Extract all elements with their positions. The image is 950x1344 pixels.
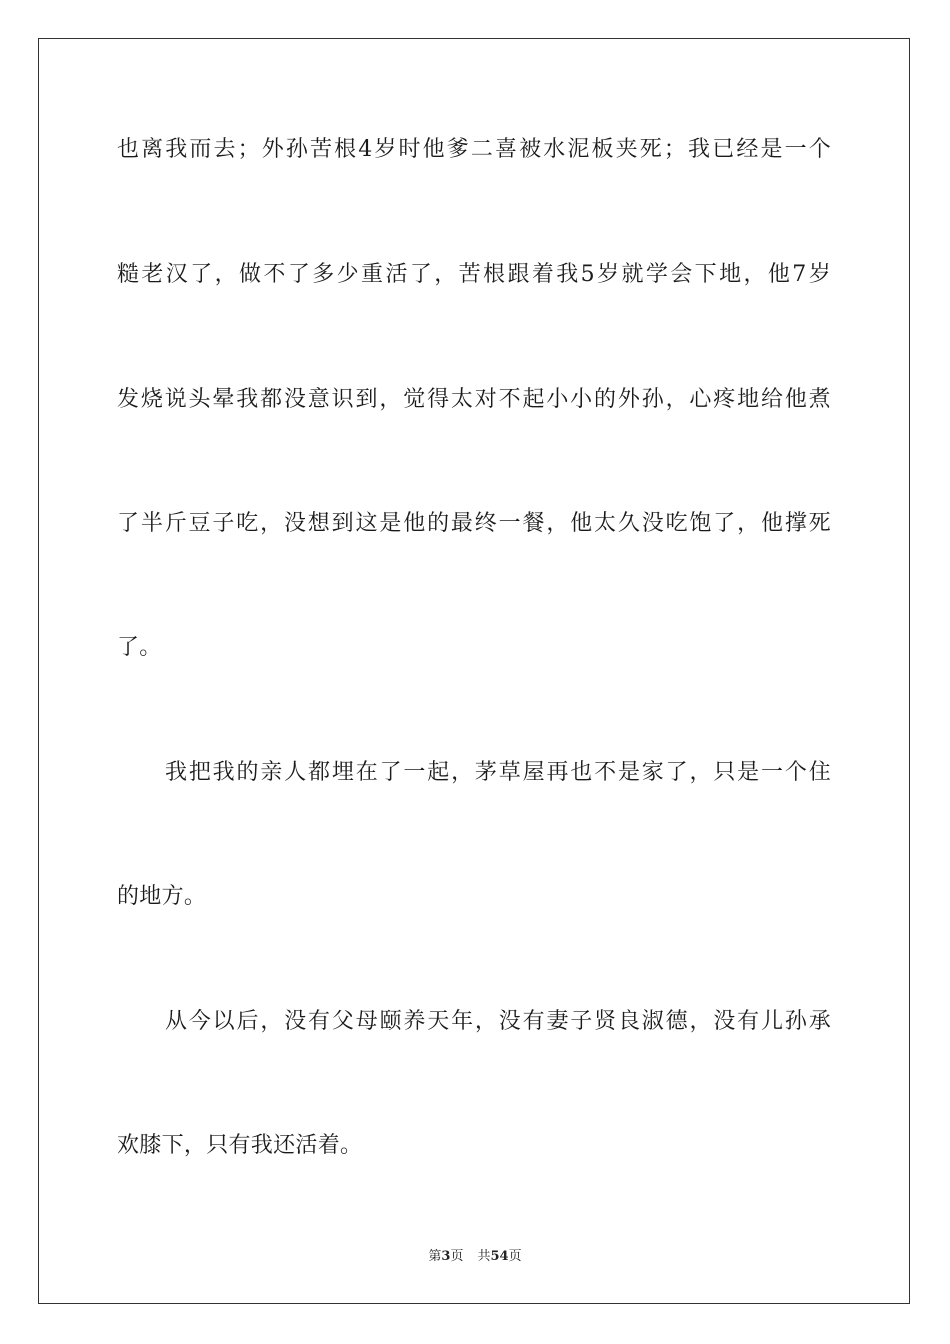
paragraph-start-line: 从今以后，没有父母颐养天年，没有妻子贤良淑德，没有儿孙承 — [165, 1009, 831, 1034]
text-line: 的地方。 — [117, 884, 207, 909]
text-line: 糙老汉了，做不了多少重活了，苦根跟着我5岁就学会下地，他7岁 — [117, 262, 831, 287]
text-line: 也离我而去；外孙苦根4岁时他爹二喜被水泥板夹死；我已经是一个 — [117, 137, 831, 162]
page-footer — [0, 1248, 950, 1266]
footer-total-prefix: 共 — [477, 1249, 491, 1264]
total-pages-number: 54 — [490, 1249, 509, 1264]
page-border — [38, 38, 910, 1304]
paragraph-start-line: 我把我的亲人都埋在了一起，茅草屋再也不是家了，只是一个住 — [165, 760, 831, 785]
text-line: 了半斤豆子吃，没想到这是他的最终一餐，他太久没吃饱了，他撑死 — [117, 511, 831, 536]
footer-total-suffix: 页 — [508, 1249, 522, 1264]
text-line: 发烧说头晕我都没意识到，觉得太对不起小小的外孙，心疼地给他煮 — [117, 387, 831, 412]
text-line: 欢膝下，只有我还活着。 — [117, 1133, 363, 1158]
text-line: 了。 — [117, 635, 162, 660]
footer-prefix: 第 — [428, 1249, 442, 1264]
footer-page-suffix: 页 — [450, 1249, 464, 1264]
current-page-number: 3 — [441, 1249, 451, 1264]
